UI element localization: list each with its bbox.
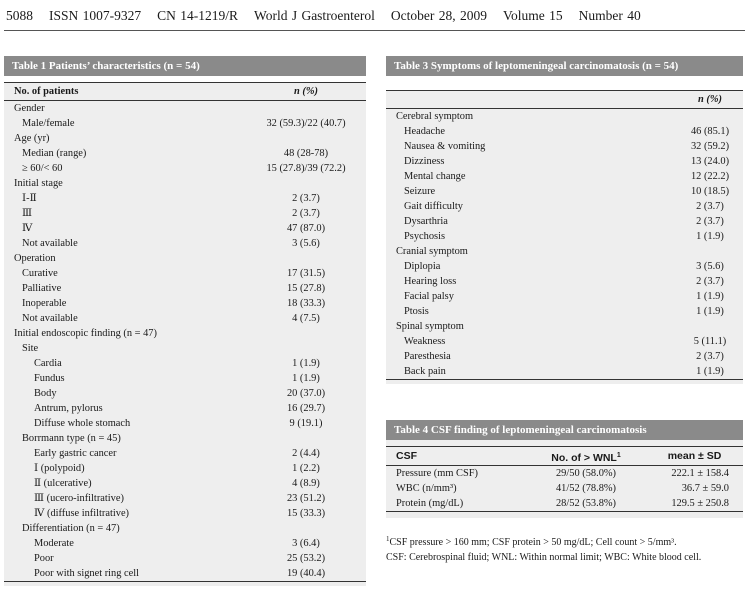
row-label: Mental change: [404, 171, 466, 182]
row-label: Back pain: [404, 366, 446, 377]
row-label: Gait difficulty: [404, 201, 463, 212]
table-row: [4, 251, 366, 266]
row-value: 15 (27.8): [286, 283, 326, 294]
table-row: [386, 334, 743, 349]
table-row: [4, 311, 366, 326]
row-value: 3 (6.4): [292, 538, 320, 549]
row-label: Cardia: [34, 358, 62, 369]
row-value: 20 (37.0): [286, 388, 326, 399]
row-label: Seizure: [404, 186, 436, 197]
row-label: Poor: [34, 553, 54, 564]
row-mean: 222.1 ± 158.4: [671, 468, 729, 479]
row-label: Moderate: [34, 538, 74, 549]
table-row: [386, 349, 743, 364]
journal-name: World J Gastroenterol: [254, 8, 375, 23]
table-row: [386, 304, 743, 319]
row-label: Ⅱ (ulcerative): [34, 478, 92, 489]
row-value: 10 (18.5): [690, 186, 730, 197]
row-value: 4 (7.5): [292, 313, 320, 324]
table-row: [386, 274, 743, 289]
header-mean: mean ± SD: [667, 450, 722, 462]
row-label: Not available: [22, 238, 78, 249]
row-value: 1 (1.9): [696, 231, 724, 242]
row-label: Headache: [404, 126, 445, 137]
table-4-column-header: [386, 446, 743, 466]
row-label: Ⅰ-Ⅱ: [22, 193, 37, 204]
row-value: 2 (3.7): [696, 276, 724, 287]
row-value: 1 (2.2): [292, 463, 320, 474]
row-value: 5 (11.1): [693, 336, 727, 347]
table-row: [386, 154, 743, 169]
table-row: [4, 536, 366, 551]
row-value: 2 (3.7): [696, 351, 724, 362]
table-row: [4, 281, 366, 296]
row-value: 16 (29.7): [286, 403, 326, 414]
row-label: Curative: [22, 268, 58, 279]
column-value: n (%): [698, 94, 722, 105]
row-label: Ⅳ (diffuse infiltrative): [34, 508, 130, 519]
row-label: Ⅲ: [22, 208, 33, 219]
table-row: [386, 124, 743, 139]
row-label: Protein (mg/dL): [396, 498, 464, 509]
row-label: Initial stage: [14, 178, 63, 189]
row-label: Ⅳ: [22, 223, 33, 234]
cn-number: CN 14-1219/R: [157, 8, 239, 23]
issn: ISSN 1007-9327: [49, 8, 142, 23]
footnote-2: CSF: Cerebrospinal fluid; WNL: Within normal limit; WBC: White blood cell.: [386, 552, 702, 563]
running-header: [6, 6, 746, 26]
table-row: [4, 386, 366, 401]
table-1-column-header: [4, 82, 366, 101]
volume: Volume 15: [503, 8, 563, 23]
table-row: [4, 146, 366, 161]
row-value: 1 (1.9): [292, 373, 320, 384]
table-row: [4, 521, 366, 536]
header-csf: CSF: [396, 450, 417, 462]
row-label: Cranial symptom: [396, 246, 468, 257]
row-value: [246, 131, 366, 146]
row-label: Hearing loss: [404, 276, 457, 287]
row-label: Antrum, pylorus: [34, 403, 103, 414]
table-row: [386, 139, 743, 154]
row-label: Diffuse whole stomach: [34, 418, 131, 429]
row-value: [246, 341, 366, 356]
row-label: Nausea & vomiting: [404, 141, 486, 152]
row-label: Ptosis: [404, 306, 429, 317]
table-row: [4, 446, 366, 461]
table-4-title: Table 4 CSF finding of leptomeningeal carcinomatosis: [386, 420, 743, 440]
table-row: [386, 364, 743, 379]
table-4-footnote: [386, 532, 746, 565]
table-row: [4, 161, 366, 176]
footnote-1: $^1$CSF pressure > 160 mm; CSF protein > 50 mg/dL; Cell count > 5/mm³.: [386, 535, 677, 548]
row-label: Dizziness: [404, 156, 445, 167]
row-label: Male/female: [22, 118, 75, 129]
row-value: [246, 431, 366, 446]
row-label: Body: [34, 388, 57, 399]
row-value: [677, 109, 743, 124]
row-label: Site: [22, 343, 39, 354]
table-4-body: [386, 440, 743, 518]
table-row: [4, 296, 366, 311]
row-label: Psychosis: [404, 231, 445, 242]
row-value: 47 (87.0): [286, 223, 326, 234]
issue-number: Number 40: [578, 8, 641, 23]
table-row: [4, 566, 366, 581]
row-value: [246, 176, 366, 191]
table-row: [4, 176, 366, 191]
row-count: 28/52 (53.8%): [555, 498, 617, 509]
row-value: 2 (3.7): [696, 216, 724, 227]
issue-date: October 28, 2009: [390, 8, 488, 23]
table-row: [4, 476, 366, 491]
row-value: 1 (1.9): [696, 291, 724, 302]
row-value: 1 (1.9): [696, 366, 724, 377]
row-value: 18 (33.3): [286, 298, 326, 309]
table-row: [386, 229, 743, 244]
table-row: [386, 496, 743, 511]
row-value: 23 (51.2): [286, 493, 326, 504]
row-value: 25 (53.2): [286, 553, 326, 564]
page-number: 5088: [6, 8, 33, 23]
row-label: Ⅲ (ucero-infiltrative): [34, 493, 124, 504]
row-value: [677, 244, 743, 259]
table-row: [4, 356, 366, 371]
row-label: Initial endoscopic finding (n = 47): [14, 328, 157, 339]
row-value: [246, 101, 366, 116]
row-value: 15 (33.3): [286, 508, 326, 519]
row-label: Age (yr): [14, 133, 50, 144]
row-label: Fundus: [34, 373, 65, 384]
row-count: 29/50 (58.0%): [555, 468, 617, 479]
table-4-rows: [386, 466, 743, 512]
row-value: [246, 326, 366, 341]
row-label: ≥ 60/< 60: [22, 163, 63, 174]
table-row: [4, 326, 366, 341]
row-value: [246, 251, 366, 266]
row-label: Pressure (mm CSF): [396, 468, 478, 479]
table-row: [4, 461, 366, 476]
row-value: 4 (8.9): [292, 478, 320, 489]
table-3: [386, 56, 743, 384]
row-label: Facial palsy: [404, 291, 454, 302]
row-value: 13 (24.0): [690, 156, 730, 167]
row-label: Borrmann type (n = 45): [22, 433, 121, 444]
table-row: [386, 466, 743, 481]
table-1-title: Table 1 Patients’ characteristics (n = 54): [4, 56, 366, 76]
table-row: [4, 101, 366, 116]
table-row: [386, 319, 743, 334]
table-row: [4, 401, 366, 416]
table-row: [386, 199, 743, 214]
table-row: [4, 116, 366, 131]
row-value: 2 (3.7): [696, 201, 724, 212]
row-label: Dysarthria: [404, 216, 448, 227]
column-label: No. of patients: [14, 86, 79, 97]
row-label: Not available: [22, 313, 78, 324]
row-label: Gender: [14, 103, 45, 114]
row-value: 46 (85.1): [690, 126, 730, 137]
table-1-body: [4, 82, 366, 586]
table-row: [4, 506, 366, 521]
table-row: [386, 169, 743, 184]
table-row: [386, 214, 743, 229]
column-value: n (%): [294, 86, 318, 97]
row-value: 1 (1.9): [696, 306, 724, 317]
row-value: 15 (27.8)/39 (72.2): [266, 163, 346, 174]
table-3-title: Table 3 Symptoms of leptomeningeal carcinomatosis (n = 54): [386, 56, 743, 76]
table-row: [4, 416, 366, 431]
row-value: 19 (40.4): [286, 568, 326, 579]
row-label: Differentiation (n = 47): [22, 523, 120, 534]
table-row: [4, 131, 366, 146]
table-row: [4, 221, 366, 236]
row-value: 32 (59.3)/22 (40.7): [266, 118, 346, 129]
row-value: 17 (31.5): [286, 268, 326, 279]
table-3-rows: [386, 109, 743, 380]
row-value: 32 (59.2): [690, 141, 730, 152]
row-value: 1 (1.9): [292, 358, 320, 369]
table-row: [4, 266, 366, 281]
table-3-column-header: [386, 90, 743, 109]
row-value: [246, 521, 366, 536]
table-row: [4, 206, 366, 221]
row-label: Early gastric cancer: [34, 448, 117, 459]
table-row: [386, 244, 743, 259]
row-value: 2 (3.7): [292, 193, 320, 204]
row-value: 2 (4.4): [292, 448, 320, 459]
table-row: [386, 481, 743, 496]
table-row: [386, 259, 743, 274]
row-label: Cerebral symptom: [396, 111, 474, 122]
row-count: 41/52 (78.8%): [555, 483, 617, 494]
row-label: Median (range): [22, 148, 87, 159]
table-4: [386, 420, 743, 518]
header-divider: [4, 30, 745, 31]
table-row: [4, 551, 366, 566]
table-3-body: [386, 90, 743, 384]
row-label: Weakness: [404, 336, 446, 347]
table-row: [4, 431, 366, 446]
row-value: 9 (19.1): [289, 418, 323, 429]
row-label: Poor with signet ring cell: [34, 568, 140, 579]
table-row: [386, 184, 743, 199]
row-label: Operation: [14, 253, 56, 264]
row-mean: 36.7 ± 59.0: [681, 483, 729, 494]
row-mean: 129.5 ± 250.8: [671, 498, 729, 509]
table-row: [4, 191, 366, 206]
table-row: [4, 341, 366, 356]
row-label: Diplopia: [404, 261, 441, 272]
table-row: [4, 491, 366, 506]
row-label: Spinal symptom: [396, 321, 464, 332]
row-value: [677, 319, 743, 334]
table-1-rows: [4, 101, 366, 582]
row-label: WBC (n/mm³): [396, 483, 457, 494]
row-label: Inoperable: [22, 298, 67, 309]
row-value: 3 (5.6): [292, 238, 320, 249]
row-label: Paresthesia: [404, 351, 451, 362]
row-value: 2 (3.7): [292, 208, 320, 219]
table-row: [4, 236, 366, 251]
header-count: No. of > $WNL^1$: [551, 452, 621, 464]
row-label: Ⅰ (polypoid): [34, 463, 85, 474]
row-label: Palliative: [22, 283, 62, 294]
table-row: [386, 109, 743, 124]
table-row: [4, 371, 366, 386]
row-value: 3 (5.6): [696, 261, 724, 272]
table-1: [4, 56, 366, 586]
table-row: [386, 289, 743, 304]
row-value: 48 (28-78): [283, 148, 329, 159]
row-value: 12 (22.2): [690, 171, 730, 182]
